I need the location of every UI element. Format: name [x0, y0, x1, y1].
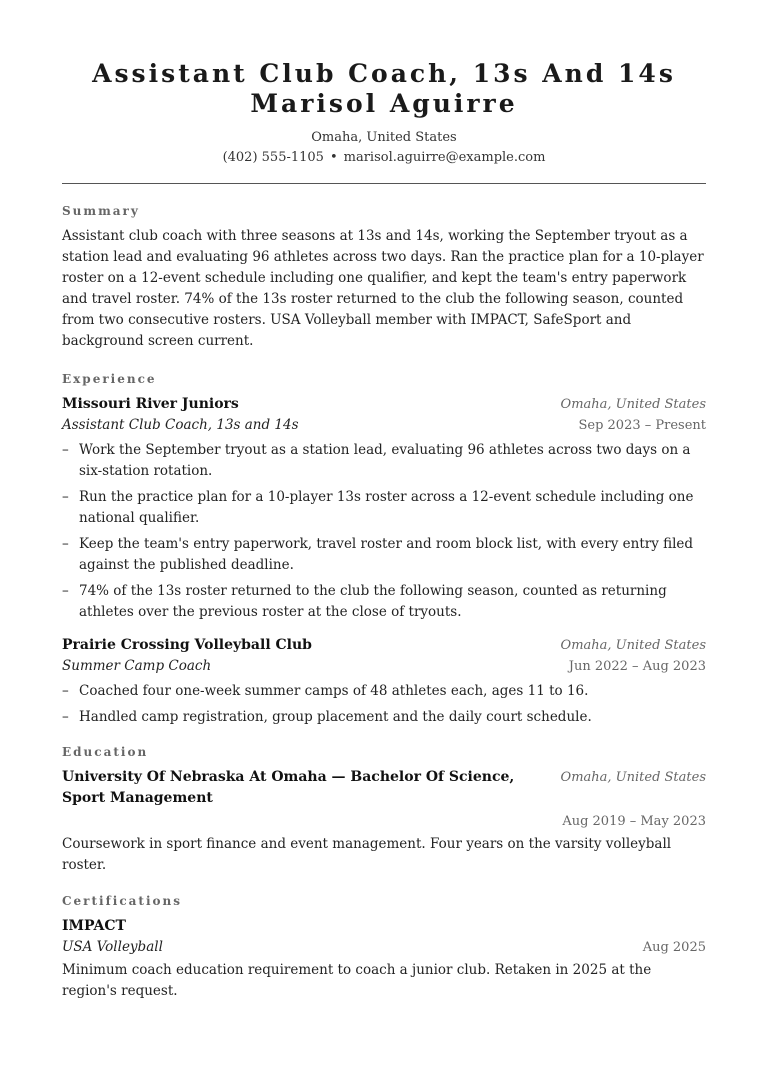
employer-name: Prairie Crossing Volleyball Club: [62, 637, 312, 653]
bullet-item: – Keep the team's entry paperwork, travel roster and room block list, with every entry filed against the published deadline.: [62, 534, 706, 576]
job-role: Summer Camp Coach: [62, 658, 212, 674]
contact-separator: •: [329, 150, 338, 165]
bullet-item: – Handled camp registration, group placement and the daily court schedule.: [62, 707, 706, 728]
education-description: Coursework in sport finance and event management. Four years on the varsity volleyball roster.: [62, 836, 672, 873]
header-location: Omaha, United States: [311, 130, 457, 145]
certification-date: Aug 2025: [642, 940, 706, 955]
bullet-item: – Work the September tryout as a station lead, evaluating 96 athletes across two days on a six-station rotation.: [62, 440, 706, 482]
experience-entry: [62, 635, 706, 728]
certification-description: Minimum coach education requirement to coach a junior club. Retaken in 2025 at the region's request.: [62, 962, 652, 999]
contact-line: [62, 148, 706, 168]
job-dates: Jun 2022 – Aug 2023: [568, 659, 706, 674]
certifications-heading: Certifications: [62, 894, 182, 908]
bullet-item: – 74% of the 13s roster returned to the club the following season, counted as returning athletes over the previous roster at the close of tryouts.: [62, 581, 706, 623]
certification-issuer: USA Volleyball: [62, 939, 163, 955]
school-location: Omaha, United States: [560, 770, 706, 785]
employer-name: Missouri River Juniors: [62, 396, 239, 412]
job-role: Assistant Club Coach, 13s and 14s: [62, 417, 299, 433]
employer-location: Omaha, United States: [560, 397, 706, 412]
job-title: Assistant Club Coach, 13s And 14s: [92, 59, 676, 88]
header-divider: [62, 183, 706, 184]
employer-location: Omaha, United States: [560, 638, 706, 653]
experience-entry: [62, 394, 706, 623]
school-degree: University Of Nebraska At Omaha — Bachelor Of Science, Sport Management: [62, 769, 515, 806]
job-bullets: [62, 440, 706, 623]
certification-entry: [62, 916, 706, 1002]
job-dates: Sep 2023 – Present: [578, 418, 706, 433]
education-entry: [62, 767, 706, 876]
experience-heading: Experience: [62, 372, 157, 386]
education-heading: Education: [62, 745, 149, 759]
summary-heading: Summary: [62, 204, 140, 218]
bullet-item: – Coached four one-week summer camps of 48 athletes each, ages 11 to 16.: [62, 681, 706, 702]
job-bullets: [62, 681, 706, 728]
candidate-name: Marisol Aguirre: [250, 89, 518, 118]
phone: (402) 555-1105: [222, 150, 324, 165]
resume-title: [62, 0, 706, 119]
certification-name: IMPACT: [62, 918, 126, 934]
bullet-item: – Run the practice plan for a 10-player 13s roster across a 12-event schedule including one national qualifier.: [62, 487, 706, 529]
email: marisol.aguirre@example.com: [343, 150, 546, 165]
summary-text: Assistant club coach with three seasons at 13s and 14s, working the September tryout as a station lead and evaluating 96 athletes across two days. Ran the practice plan for a 10-player roster on a 12-event schedule including one qualifier, and kept the team's entry paperwork and travel roster. 74% of the 13s roster returned to the club the following season, counted from two consecutive rosters. USA Volleyball member with IMPACT, SafeSport and background screen current.: [62, 228, 704, 349]
education-dates: Aug 2019 – May 2023: [562, 814, 706, 829]
